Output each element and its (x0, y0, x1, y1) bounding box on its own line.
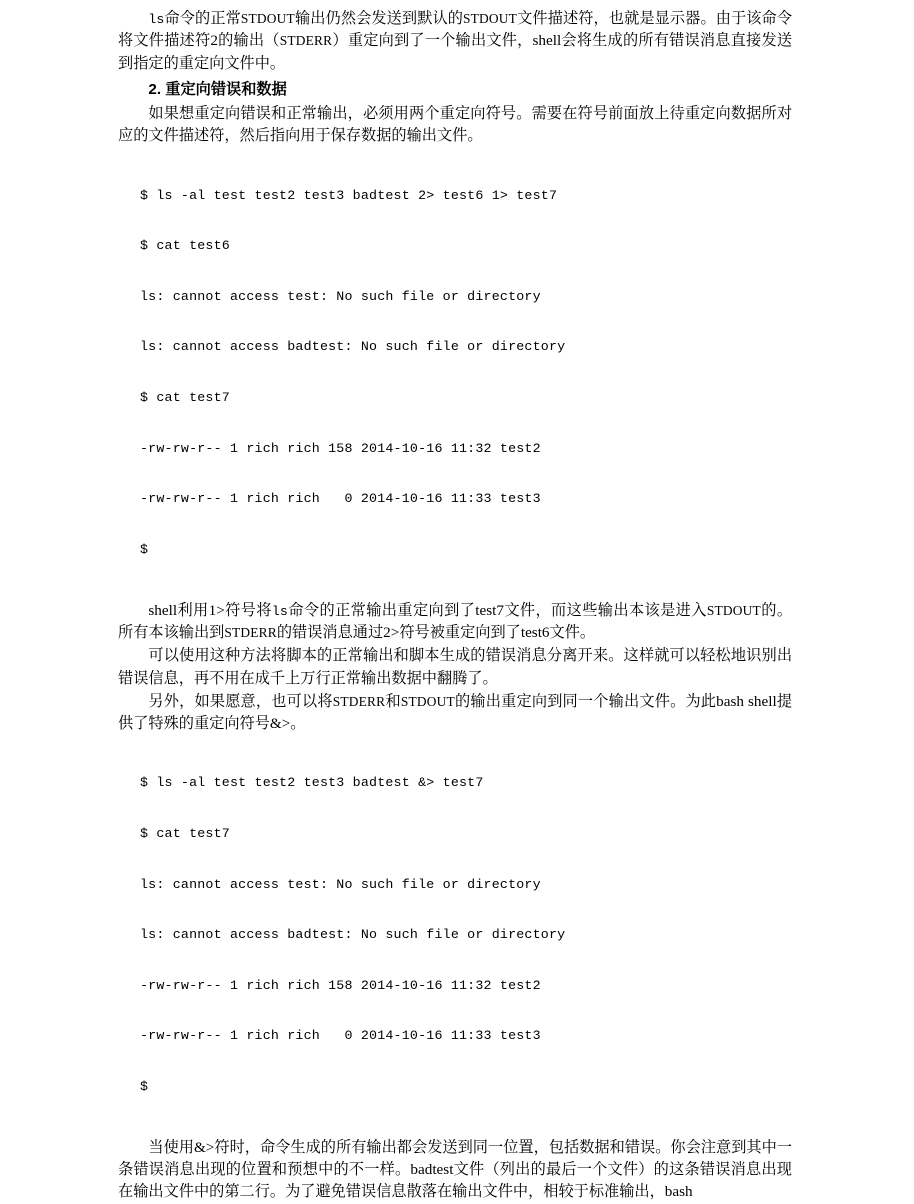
inline-fd-2: 2 (210, 32, 218, 50)
code-line: $ (140, 1079, 149, 1095)
code-line: ls: cannot access test: No such file or directory (140, 876, 541, 892)
code-block-1 (118, 154, 792, 593)
paragraph-5: 另外，如果愿意，也可以将STDERR和STDOUT的输出重定向到同一个输出文件。为此bash shell提供了特殊的重定向符号&>。 (118, 692, 793, 733)
code-line: ls: cannot access badtest: No such file or directory (140, 339, 566, 355)
paragraph-1: ls命令的正常STDOUT输出仍然会发送到默认的STDOUT文件描述符，也就是显示器。由于该命令将文件描述符2的输出（STDERR）重定向到了一个输出文件，shell会将生成的所有错误消息直接发送到指定的重定向文件中。 (118, 10, 793, 72)
code-block-2 (118, 742, 792, 1130)
code-line: $ cat test7 (140, 825, 230, 841)
code-line: $ cat test7 (140, 390, 230, 405)
inline-redirect-2: 2> (383, 623, 400, 641)
section-heading-2: 2. 重定向错误和数据 (148, 81, 287, 99)
inline-stdout-2: STDOUT (463, 11, 518, 26)
code-line: -rw-rw-r-- 1 rich rich 158 2014-10-16 11:32 test2 (140, 977, 541, 993)
code-line: $ ls -al test test2 test3 badtest 2> test6 1> test7 (140, 187, 558, 203)
inline-stdout-3: STDOUT (706, 602, 761, 618)
inline-redirect-amp: &> (269, 715, 291, 733)
code-line: $ ls -al test test2 test3 badtest &> test7 (140, 775, 484, 791)
inline-stdout: STDOUT (240, 11, 295, 26)
code-line: ls: cannot access badtest: No such file or directory (140, 927, 566, 943)
inline-code-ls: ls (148, 12, 165, 27)
code-line: $ (140, 541, 149, 557)
code-line: $ cat test6 (140, 238, 230, 254)
inline-stdout-4: STDOUT (400, 693, 455, 709)
paragraph-6: 当使用&>符时，命令生成的所有输出都会发送到同一位置，包括数据和错误。你会注意到其中一条错误消息出现的位置和预想中的不一样。badtest文件（列出的最后一个文件）的这条错误消息出现在输出文件中的第二行。为了避免错误信息散落在输出文件中，相较于标准输出，bash (118, 1138, 792, 1201)
inline-stderr-3: STDERR (332, 693, 386, 709)
code-line: -rw-rw-r-- 1 rich rich 0 2014-10-16 11:33 test3 (140, 1028, 541, 1044)
inline-stderr: STDERR (279, 33, 333, 49)
paragraph-3: shell利用1>符号将ls命令的正常输出重定向到了test7文件，而这些输出本该是进入STDOUT的。所有本该输出到STDERR的错误消息通过2>符号被重定向到了test6文件。 (118, 601, 793, 641)
inline-redirect-1: 1> (208, 601, 225, 619)
paragraph-2: 如果想重定向错误和正常输出，必须用两个重定向符号。需要在符号前面放上待重定向数据所对应的文件描述符，然后指向用于保存数据的输出文件。 (118, 105, 792, 145)
code-line: -rw-rw-r-- 1 rich rich 158 2014-10-16 11:32 test2 (140, 440, 541, 456)
inline-code-ls-2: ls (271, 603, 288, 619)
code-line: -rw-rw-r-- 1 rich rich 0 2014-10-16 11:33 test3 (140, 491, 541, 507)
paragraph-4: 可以使用这种方法将脚本的正常输出和脚本生成的错误消息分离开来。这样就可以轻松地识别出错误信息，再不用在成千上万行正常输出数据中翻腾了。 (118, 647, 792, 687)
code-line: ls: cannot access test: No such file or directory (140, 288, 541, 304)
inline-stderr-2: STDERR (224, 624, 277, 640)
